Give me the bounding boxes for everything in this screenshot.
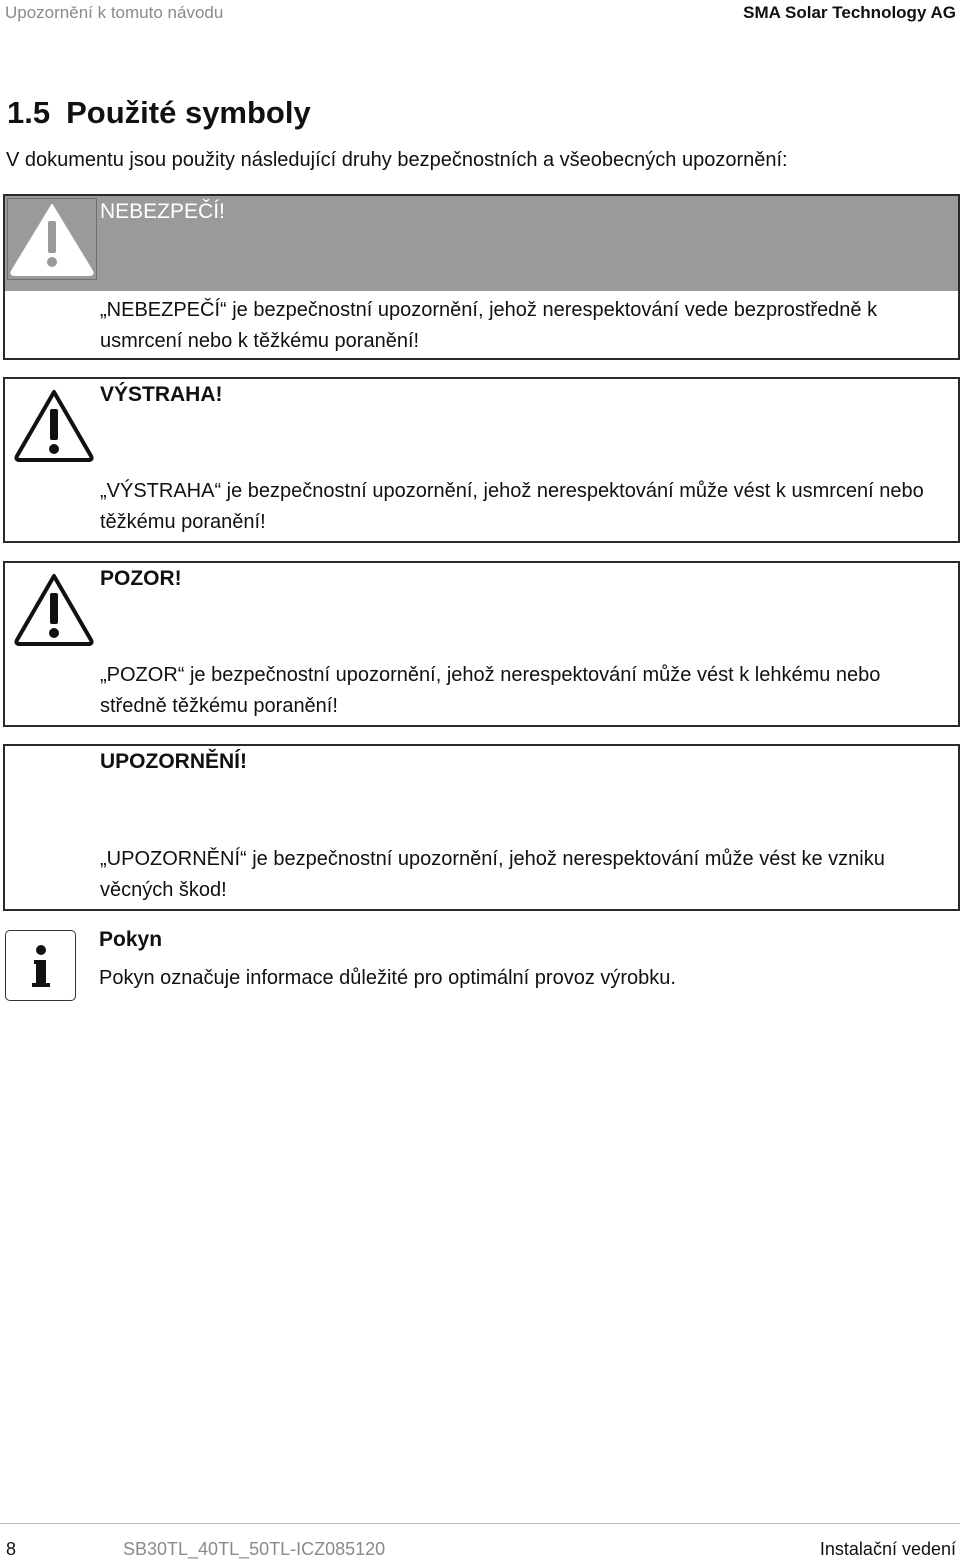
warning-triangle-icon	[13, 571, 95, 647]
notice-property-text: „UPOZORNĚNÍ“ je bezpečnostní upozornění, jehož nerespektování může vést ke vzniku věcných škod!	[100, 848, 885, 901]
notice-caution-title: POZOR!	[100, 567, 182, 590]
page-number: 8	[6, 1539, 17, 1559]
notice-caution	[3, 561, 960, 727]
notice-property	[3, 744, 960, 911]
section-number: 1.5	[7, 95, 51, 130]
notice-danger-title: NEBEZPEČÍ!	[100, 200, 225, 223]
notice-danger-text: „NEBEZPEČÍ“ je bezpečnostní upozornění, jehož nerespektování vede bezprostředně k usmrcení nebo k těžkému poranění!	[100, 299, 878, 352]
notice-warning-text: „VÝSTRAHA“ je bezpečnostní upozornění, jehož nerespektování může vést k usmrcení nebo těžkému poranění!	[100, 480, 924, 533]
notice-warning	[3, 377, 960, 543]
notice-caution-text: „POZOR“ je bezpečnostní upozornění, jehož nerespektování může vést k lehkému nebo středně těžkému poranění!	[100, 664, 881, 717]
intro-paragraph: V dokumentu jsou použity následující druhy bezpečnostních a všeobecných upozornění:	[6, 149, 788, 171]
notice-warning-title: VÝSTRAHA!	[100, 383, 223, 406]
section-title-text: Použité symboly	[66, 95, 311, 130]
running-header-right: SMA Solar Technology AG	[743, 3, 956, 22]
warning-triangle-icon	[13, 387, 95, 463]
info-text: Pokyn označuje informace důležité pro optimální provoz výrobku.	[99, 967, 676, 989]
info-title: Pokyn	[99, 928, 163, 951]
notice-danger	[3, 194, 960, 360]
section-title	[7, 95, 311, 131]
warning-triangle-icon	[7, 198, 97, 280]
document-code: SB30TL_40TL_50TL-ICZ085120	[123, 1539, 386, 1559]
footer-divider	[0, 1523, 960, 1524]
notice-property-title: UPOZORNĚNÍ!	[100, 750, 247, 773]
info-icon	[5, 930, 76, 1001]
document-type: Instalační vedení	[819, 1539, 956, 1559]
running-header-left: Upozornění k tomuto návodu	[5, 3, 224, 22]
